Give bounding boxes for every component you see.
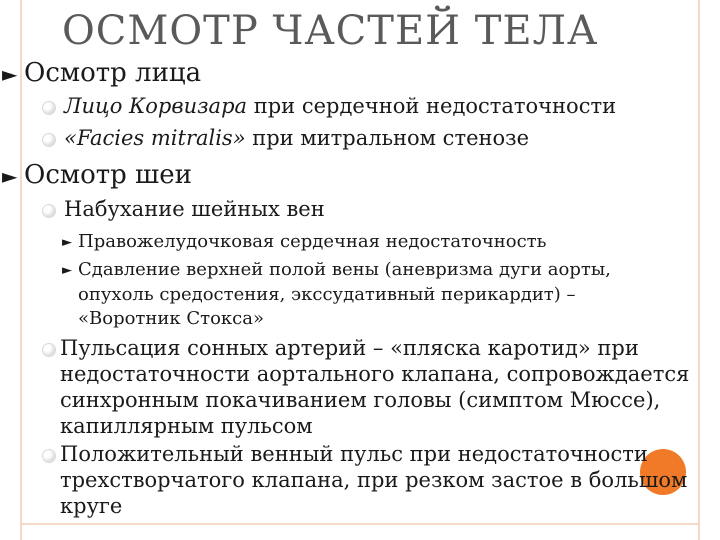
sub-list-item-continued: «Воротник Стокса» xyxy=(78,308,265,329)
list-item: Набухание шейных вен xyxy=(64,197,325,221)
list-item-continued: синхронным покачиванием головы (симптом Мюссе), xyxy=(60,388,661,412)
circle-bullet-icon xyxy=(42,101,56,115)
list-item-continued: круге xyxy=(60,494,123,518)
circle-bullet-icon xyxy=(42,204,56,218)
circle-bullet-icon xyxy=(42,133,56,147)
sub-list-item: Сдавление верхней полой вены (аневризма дуги аорты, xyxy=(78,259,611,280)
triangle-bullet-icon: ► xyxy=(62,235,72,250)
triangle-bullet-icon: ► xyxy=(2,62,18,86)
section-heading-face: Осмотр лица xyxy=(24,58,202,88)
section-heading-neck: Осмотр шеи xyxy=(24,160,192,190)
slide-frame-right xyxy=(698,0,700,540)
circle-bullet-icon xyxy=(42,449,56,463)
list-item: Лицо Корвизара при сердечной недостаточности xyxy=(64,94,617,118)
slide-frame-left xyxy=(20,0,22,540)
sub-list-item-continued: опухоль средостения, экссудативный перикардит) – xyxy=(78,284,576,305)
list-item-continued: недостаточности аортального клапана, сопровождается xyxy=(60,362,690,386)
list-item: Пульсация сонных артерий – «пляска каротид» при xyxy=(60,336,639,360)
slide-frame-bottom xyxy=(20,523,700,525)
triangle-bullet-icon: ► xyxy=(2,164,18,188)
list-item: Положительный венный пульс при недостаточности xyxy=(60,442,648,466)
triangle-bullet-icon: ► xyxy=(62,263,72,278)
list-item-continued: капиллярным пульсом xyxy=(60,414,313,438)
sub-list-item: Правожелудочковая сердечная недостаточность xyxy=(78,231,547,252)
list-item-continued: трехстворчатого клапана, при резком застое в большом xyxy=(60,468,688,492)
list-item: «Facies mitralis» при митральном стенозе xyxy=(64,126,530,150)
slide-title: ОСМОТР ЧАСТЕЙ ТЕЛА xyxy=(62,8,599,54)
circle-bullet-icon xyxy=(42,343,56,357)
